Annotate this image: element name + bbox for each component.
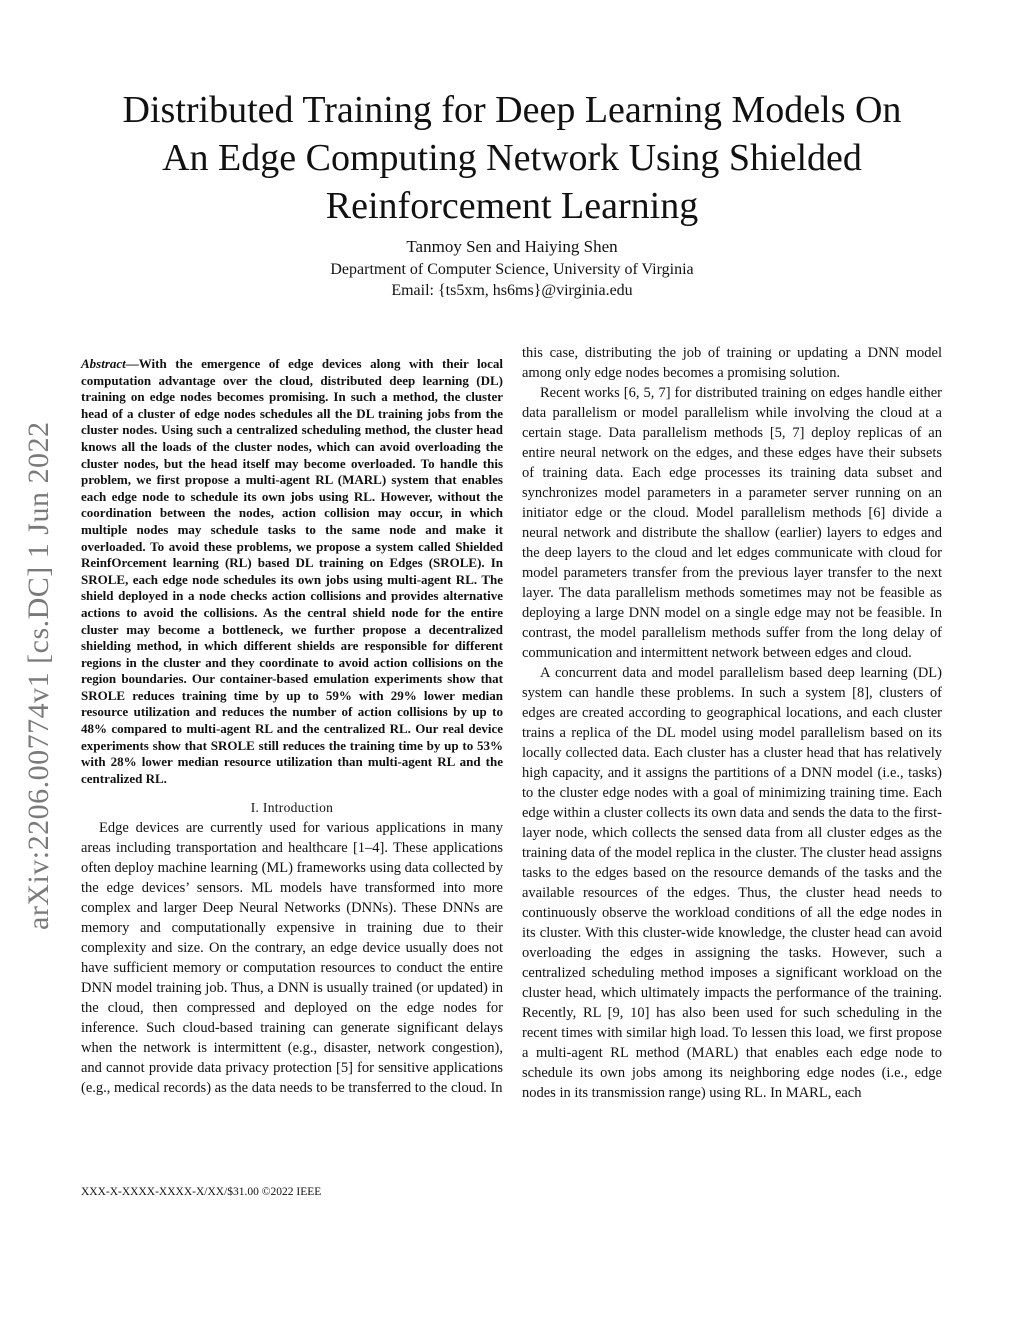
intro-paragraph-2: this case, distributing the job of training or updating a DNN model among only edge nodes becomes a promising solution. <box>522 345 942 381</box>
intro-paragraph-1: Edge devices are currently used for various applications in many areas including transportation and healthcare [1–4]. These applications often deploy machine learning (ML) frameworks using data collected by the edge devices’ sensors. ML models have transformed into more complex and larger Deep Neural Networks (DNNs). These DNNs are memory and computationally expensive in training due to their complexity and size. On the contrary, an edge device usually does not have sufficient memory or computation resources to conduct the entire DNN model training job. Thus, a DNN is usually trained (or updated) in the cloud, then compressed and deployed on the edge nodes for inference. Such cloud-based training can generate significant delays when the network is intermittent (e.g., disaster, network congestion), and cannot provide data privacy protection [5] for sensitive applications (e.g., medical records) as the data needs to be transferred to the cloud. In <box>81 820 503 1097</box>
title-line-1: Distributed Training for Deep Learning Models On <box>122 89 902 131</box>
title-line-2: An Edge Computing Network Using Shielded <box>162 137 862 179</box>
copyright-footer: XXX-X-XXXX-XXXX-X/XX/$31.00 ©2022 IEEE <box>81 1186 322 1198</box>
email: Email: {ts5xm, hs6ms}@virginia.edu <box>391 282 633 299</box>
left-column <box>81 343 503 1098</box>
author-block <box>60 236 964 301</box>
intro-paragraph-3: Recent works [6, 5, 7] for distributed training on edges handle either data parallelism or model parallelism while involving the cloud at a certain stage. Data parallelism methods [5, 7] deploy replicas of an entire neural network on the edges, and these edges have their subsets of training data. Each edge processes its training data subset and synchronizes model parameters in a parameter server running on an initiator edge or the cloud. Model parallelism methods [6] divide a neural network and distribute the shallow (earlier) layers to edges and the deep layers to the cloud and let edges communicate with cloud for model parameters transfer from the previous layer transfer to the next layer. The data parallelism methods sometimes may not be feasible as deploying a large DNN model on a single edge may not be feasible. In contrast, the model parallelism methods suffer from the long delay of communication and intermittent network between edges and cloud. <box>522 385 942 661</box>
abstract-heading: Abstract <box>81 356 126 371</box>
affiliation: Department of Computer Science, University of Virginia <box>330 261 694 278</box>
arxiv-id[interactable]: arXiv:2206.00774v1 [cs.DC] 1 Jun 2022 <box>22 421 55 930</box>
title-line-3: Reinforcement Learning <box>325 185 699 227</box>
abstract <box>81 356 503 787</box>
intro-paragraph-4: A concurrent data and model parallelism based deep learning (DL) system can handle these problems. In such a system [8], clusters of edges are created according to geographical locations, and each cluster trains a replica of the DL model using model parallelism based on its locally collected data. Each cluster has a cluster head that has relatively high capacity, and it assigns the partitions of a DNN model (i.e., tasks) to the cluster edge nodes with a goal of minimizing training time. Each edge within a cluster collects its own data and sends the data to the first-layer node, which collects the sensed data from all cluster edges as the training data of the model replica in the cluster. The cluster head assigns tasks to the edges based on the resource demands of the tasks and the available resources of the edges. Thus, the cluster head needs to continuously observe the workload conditions of all the edge nodes in its cluster. With this cluster-wide knowledge, the cluster head can avoid overloading the edges in assigning the tasks. However, such a centralized scheduling method imposes a significant workload on the cluster head, which ultimately impacts the performance of the training. Recently, RL [9, 10] has also been used for such scheduling in the recent times with similar high load. To lessen this load, we first propose a multi-agent RL method (MARL) that enables each edge node to schedule its own jobs among its neighboring edge nodes (i.e., edge nodes in its transmission range) using RL. In MARL, each <box>522 665 942 1101</box>
arxiv-stamp <box>14 370 54 930</box>
right-column <box>522 343 942 1103</box>
abstract-text: —With the emergence of edge devices along with their local computation advantage over the cloud, distributed deep learning (DL) training on edge nodes becomes promising. In such a method, the cluster head of a cluster of edge nodes schedules all the DL training jobs from the cluster nodes. Using such a centralized scheduling method, the cluster head knows all the loads of the cluster nodes, which can avoid overloading the cluster nodes, but the head itself may become overloaded. To handle this problem, we first propose a multi-agent RL (MARL) system that enables each edge node to schedule its own jobs using RL. However, without the coordination between the nodes, action collision may occur, in which multiple nodes may schedule tasks to the same node and make it overloaded. To avoid these problems, we propose a system called Shielded ReinfOrcement learning (RL) based DL training on Edges (SROLE). In SROLE, each edge node schedules its own jobs using multi-agent RL. The shield deployed in a node checks action collisions and provides alternative actions to avoid the collisions. As the central shield node for the entire cluster may become a bottleneck, we further propose a decentralized shielding method, in which different shields are responsible for different regions in the cluster and they coordinate to avoid action collisions on the region boundaries. Our container-based emulation experiments show that SROLE reduces training time by up to 59% with 29% lower median resource utilization and reduces the number of action collisions by up to 48% compared to multi-agent RL and the centralized RL. Our real device experiments show that SROLE still reduces the training time by up to 53% with 28% lower median resource utilization than multi-agent RL and the centralized RL. <box>81 356 503 786</box>
section-heading-introduction: I. Introduction <box>250 800 334 816</box>
author-names: Tanmoy Sen and Haiying Shen <box>406 237 618 256</box>
paper-title <box>60 86 964 230</box>
